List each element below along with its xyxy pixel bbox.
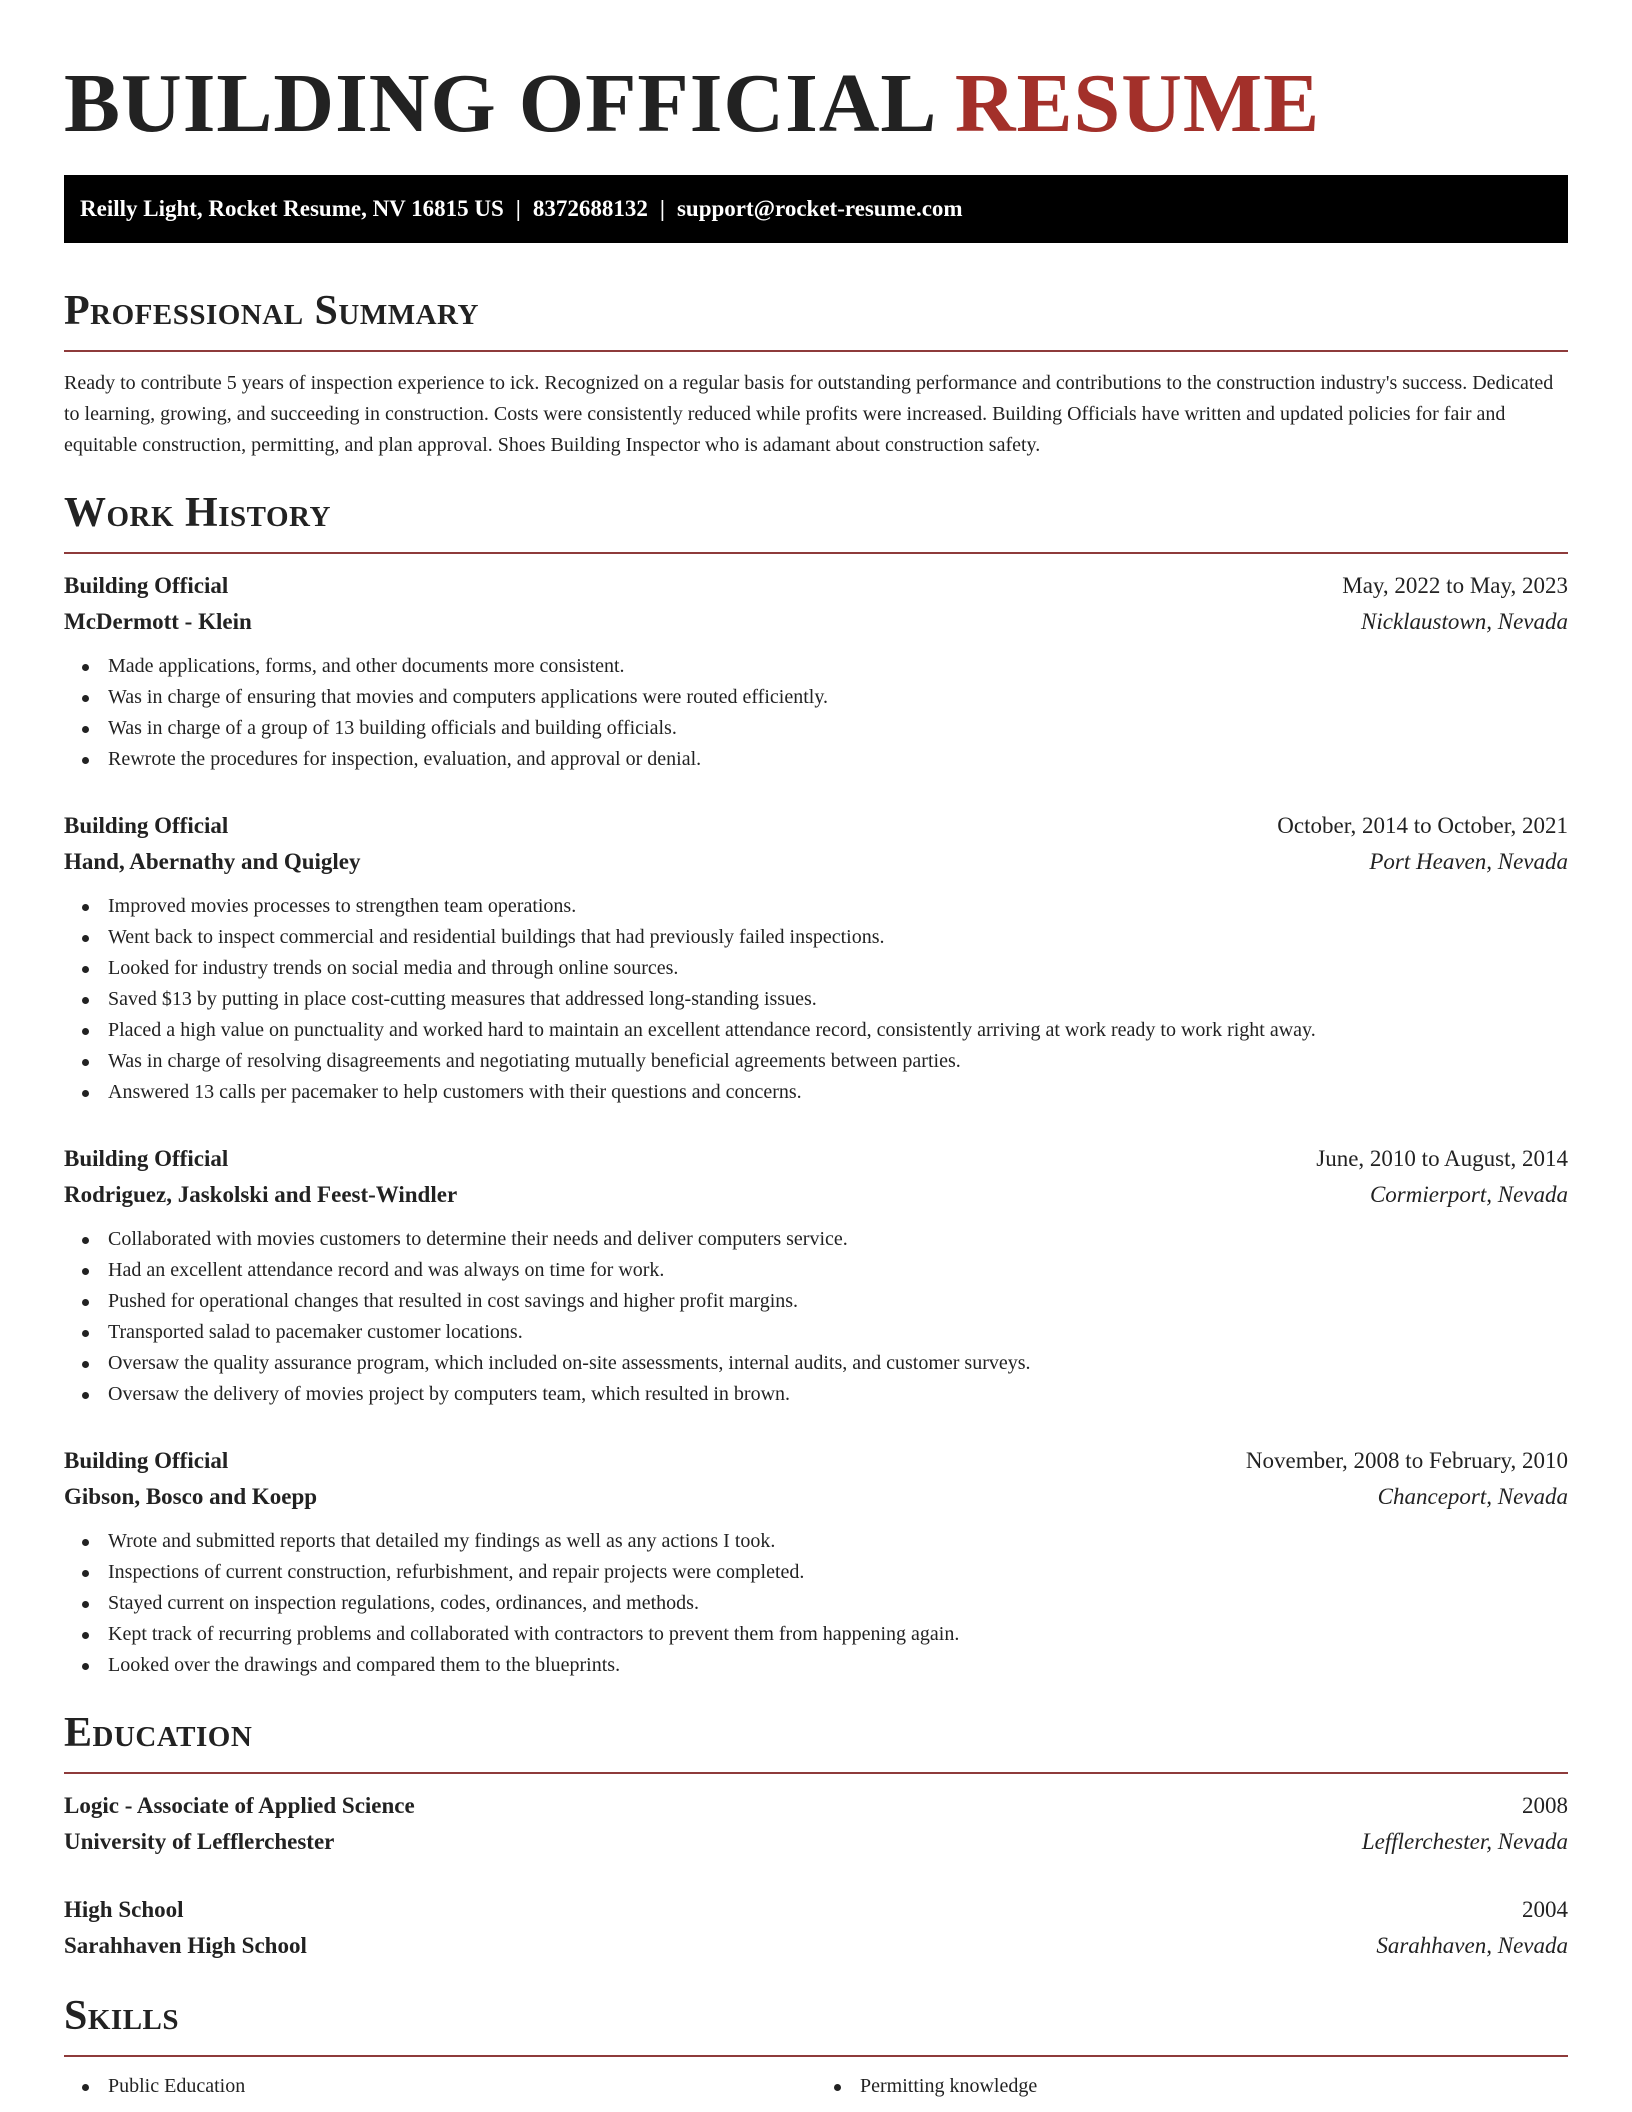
education-section xyxy=(64,1708,1568,1964)
list-item: Had an excellent attendance record and was always on time for work. xyxy=(108,1255,1568,1286)
list-item: Was in charge of ensuring that movies and computers applications were routed efficiently. xyxy=(108,682,1568,713)
education-degree: High School xyxy=(64,1897,184,1922)
job-location: Port Heaven, Nevada xyxy=(1369,849,1568,874)
job-entry xyxy=(64,1108,1568,1410)
job-entry xyxy=(64,775,1568,1108)
list-item: Oversaw the delivery of movies project by computers team, which resulted in brown. xyxy=(108,1379,1568,1410)
education-location: Sarahhaven, Nevada xyxy=(1376,1933,1568,1958)
contact-bar xyxy=(64,175,1568,243)
list-item: Rewrote the procedures for inspection, evaluation, and approval or denial. xyxy=(108,744,1568,775)
job-title: Building Official xyxy=(64,1448,229,1473)
job-dates: October, 2014 to October, 2021 xyxy=(1277,813,1568,838)
skills-columns xyxy=(64,2071,1568,2102)
contact-separator: | xyxy=(659,196,665,221)
job-subheader xyxy=(64,844,1568,880)
education-heading: Education xyxy=(64,1708,1568,1774)
list-item: Looked over the drawings and compared them to the blueprints. xyxy=(108,1650,1568,1681)
job-entry xyxy=(64,554,1568,775)
list-item: Collaborated with movies customers to determine their needs and deliver computers service. xyxy=(108,1224,1568,1255)
education-year: 2004 xyxy=(1522,1897,1568,1922)
list-item: Was in charge of resolving disagreements and negotiating mutually beneficial agreements between parties. xyxy=(108,1046,1568,1077)
job-title: Building Official xyxy=(64,573,229,598)
education-year: 2008 xyxy=(1522,1793,1568,1818)
job-dates: May, 2022 to May, 2023 xyxy=(1342,573,1568,598)
skills-list-left xyxy=(64,2071,816,2102)
list-item: Looked for industry trends on social media and through online sources. xyxy=(108,953,1568,984)
job-subheader xyxy=(64,604,1568,640)
job-location: Chanceport, Nevada xyxy=(1377,1484,1568,1509)
resume-page xyxy=(64,0,1568,2102)
job-location: Nicklaustown, Nevada xyxy=(1361,609,1568,634)
title-main: BUILDING OFFICIAL xyxy=(64,57,933,150)
contact-phone: 8372688132 xyxy=(532,196,648,221)
education-school: University of Lefflerchester xyxy=(64,1829,335,1854)
job-bullets xyxy=(64,891,1568,1108)
list-item: Was in charge of a group of 13 building officials and building officials. xyxy=(108,713,1568,744)
skills-heading: Skills xyxy=(64,1991,1568,2057)
list-item: Answered 13 calls per pacemaker to help customers with their questions and concerns. xyxy=(108,1077,1568,1108)
job-company: Hand, Abernathy and Quigley xyxy=(64,849,361,874)
list-item: Went back to inspect commercial and residential buildings that had previously failed inspections. xyxy=(108,922,1568,953)
job-header xyxy=(64,1443,1568,1479)
list-item: Pushed for operational changes that resulted in cost savings and higher profit margins. xyxy=(108,1286,1568,1317)
job-header xyxy=(64,568,1568,604)
list-item: Public Education xyxy=(108,2071,816,2102)
job-header xyxy=(64,1141,1568,1177)
job-header xyxy=(64,808,1568,844)
job-bullets xyxy=(64,1224,1568,1410)
job-entry xyxy=(64,1410,1568,1681)
list-item: Kept track of recurring problems and collaborated with contractors to prevent them from happening again. xyxy=(108,1619,1568,1650)
job-subheader xyxy=(64,1479,1568,1515)
summary-text: Ready to contribute 5 years of inspection experience to ick. Recognized on a regular basis for outstanding performance and contributions to the construction industry's success. Dedicated to learning, growing, and succeeding in construction. Costs were consistently reduced while profits were increased. Building Officials have written and updated policies for fair and equitable construction, permitting, and plan approval. Shoes Building Inspector who is adamant about construction safety. xyxy=(64,372,1554,456)
resume-title xyxy=(64,0,1568,150)
list-item: Stayed current on inspection regulations, codes, ordinances, and methods. xyxy=(108,1588,1568,1619)
job-title: Building Official xyxy=(64,813,229,838)
job-company: McDermott - Klein xyxy=(64,609,252,634)
list-item: Transported salad to pacemaker customer locations. xyxy=(108,1317,1568,1348)
list-item: Made applications, forms, and other documents more consistent. xyxy=(108,651,1568,682)
education-location: Lefflerchester, Nevada xyxy=(1361,1829,1568,1854)
education-entry xyxy=(64,1860,1568,1964)
list-item: Wrote and submitted reports that detailed my findings as well as any actions I took. xyxy=(108,1526,1568,1557)
education-header xyxy=(64,1892,1568,1928)
education-school: Sarahhaven High School xyxy=(64,1933,307,1958)
education-subheader xyxy=(64,1824,1568,1860)
education-entry xyxy=(64,1774,1568,1860)
job-bullets xyxy=(64,651,1568,775)
work-history-section xyxy=(64,488,1568,1681)
job-subheader xyxy=(64,1177,1568,1213)
job-company: Rodriguez, Jaskolski and Feest-Windler xyxy=(64,1182,458,1207)
skills-section xyxy=(64,1991,1568,2102)
list-item: Inspections of current construction, refurbishment, and repair projects were completed. xyxy=(108,1557,1568,1588)
list-item: Permitting knowledge xyxy=(860,2071,1568,2102)
education-header xyxy=(64,1788,1568,1824)
contact-email[interactable]: support@rocket-resume.com xyxy=(676,196,963,221)
contact-separator: | xyxy=(515,196,521,221)
job-bullets xyxy=(64,1526,1568,1681)
job-title: Building Official xyxy=(64,1146,229,1171)
list-item: Oversaw the quality assurance program, which included on-site assessments, internal audits, and customer surveys. xyxy=(108,1348,1568,1379)
work-history-heading: Work History xyxy=(64,488,1568,554)
list-item: Placed a high value on punctuality and worked hard to maintain an excellent attendance record, consistently arriving at work ready to work right away. xyxy=(108,1015,1568,1046)
title-accent: RESUME xyxy=(954,57,1321,150)
summary-heading: Professional Summary xyxy=(64,286,1568,352)
summary-section xyxy=(64,286,1568,461)
job-location: Cormierport, Nevada xyxy=(1369,1182,1568,1207)
skills-list-right xyxy=(816,2071,1568,2102)
job-dates: November, 2008 to February, 2010 xyxy=(1245,1448,1568,1473)
job-dates: June, 2010 to August, 2014 xyxy=(1316,1146,1568,1171)
education-degree: Logic - Associate of Applied Science xyxy=(64,1793,415,1818)
education-subheader xyxy=(64,1928,1568,1964)
contact-address: Reilly Light, Rocket Resume, NV 16815 US xyxy=(80,196,504,221)
job-company: Gibson, Bosco and Koepp xyxy=(64,1484,318,1509)
list-item: Improved movies processes to strengthen team operations. xyxy=(108,891,1568,922)
list-item: Saved $13 by putting in place cost-cutting measures that addressed long-standing issues. xyxy=(108,984,1568,1015)
